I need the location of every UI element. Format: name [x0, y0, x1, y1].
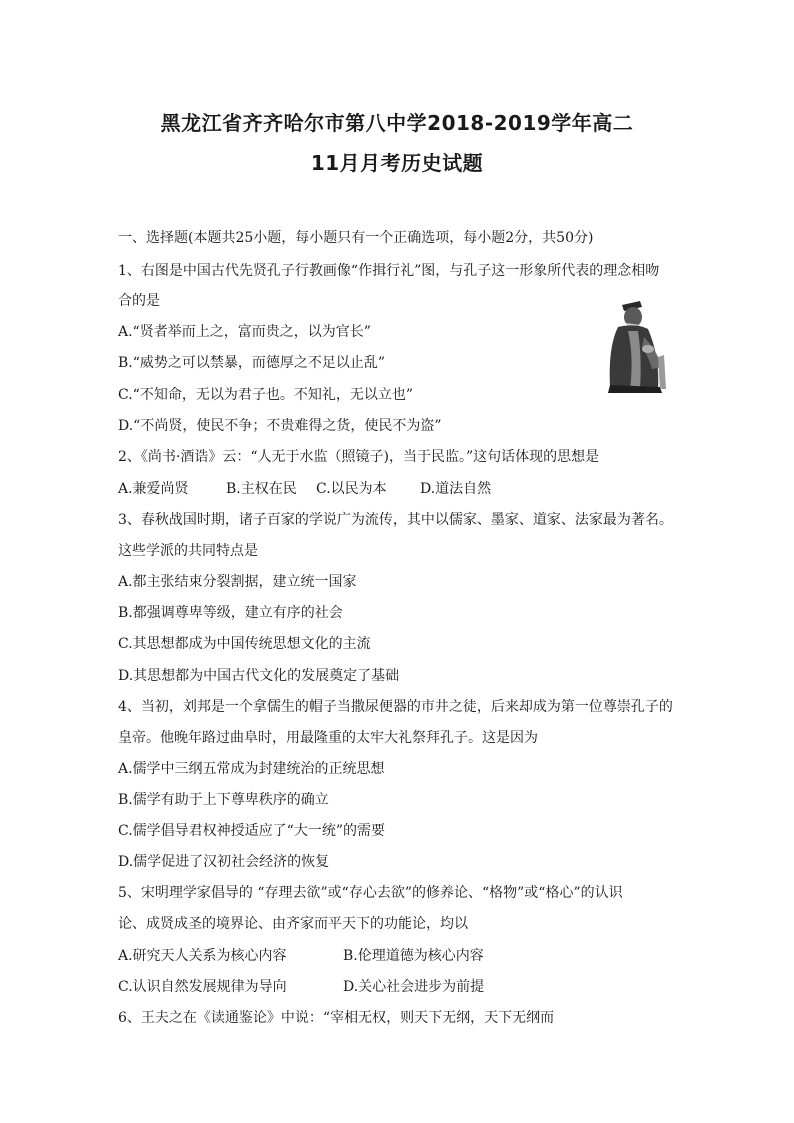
question-3-option-a: A.都主张结束分裂割据，建立统一国家 [118, 574, 357, 590]
question-4-stem-line1: 4、当初，刘邦是一个拿儒生的帽子当撒尿便器的市井之徒，后来却成为第一位尊崇孔子的 [118, 699, 673, 715]
question-5-option-d: D.关心社会进步为前提 [343, 979, 485, 995]
question-3-option-b: B.都强调尊卑等级，建立有序的社会 [118, 605, 343, 621]
question-5-option-c: C.认识自然发展规律为导向 [118, 979, 287, 995]
question-4-option-b: B.儒学有助于上下尊卑秩序的确立 [118, 792, 329, 808]
document-title-line1: 黑龙江省齐齐哈尔市第八中学2018-2019学年高二 [160, 111, 634, 135]
question-3-option-c: C.其思想都成为中国传统思想文化的主流 [118, 636, 371, 652]
question-3-stem-line2: 这些学派的共同特点是 [118, 543, 258, 559]
question-4-stem-line2: 皇帝。他晚年路过曲阜时，用最隆重的太牢大礼祭拜孔子。这是因为 [118, 730, 538, 746]
question-1-option-c: C.“不知命，无以为君子也。不知礼，无以立也” [118, 387, 413, 403]
question-5-stem-line2: 论、成贤成圣的境界论、由齐家而平天下的功能论，均以 [118, 916, 468, 932]
confucius-portrait-image [600, 297, 678, 397]
question-1-option-a: A.“贤者举而上之，富而贵之，以为官长” [118, 324, 371, 340]
question-2-option-a: A.兼爱尚贤 [118, 481, 189, 497]
question-2-option-c: C.以民为本 [316, 481, 387, 497]
question-5-stem-line1: 5、宋明理学家倡导的 “存理去欲”或“存心去欲”的修养论、“格物”或“格心”的认识 [118, 885, 623, 901]
question-1-stem-line1: 1、右图是中国古代先贤孔子行教画像“作揖行礼”图，与孔子这一形象所代表的理念相吻 [118, 263, 660, 279]
question-3-option-d: D.其思想都为中国古代文化的发展奠定了基础 [118, 668, 400, 684]
section-heading: 一、选择题(本题共25小题，每小题只有一个正确选项，每小题2分，共50分) [118, 230, 594, 246]
question-2-stem: 2、《尚书·酒诰》云：“人无于水监（照镜子)，当于民监。”这句话体现的思想是 [118, 449, 600, 465]
question-3-stem-line1: 3、春秋战国时期，诸子百家的学说广为流传，其中以儒家、墨家、道家、法家最为著名。 [118, 512, 673, 528]
question-6-stem-line1: 6、王夫之在《读通鉴论》中说：“宰相无权，则天下无纲，天下无纲而 [118, 1010, 555, 1026]
question-1-option-b: B.“威势之可以禁暴，而德厚之不足以止乱” [118, 355, 386, 371]
question-2-option-d: D.道法自然 [420, 481, 492, 497]
question-4-option-d: D.儒学促进了汉初社会经济的恢复 [118, 854, 330, 870]
question-4-option-c: C.儒学倡导君权神授适应了“大一统”的需要 [118, 823, 385, 839]
document-title-line2: 11月月考历史试题 [310, 151, 484, 175]
question-4-option-a: A.儒学中三纲五常成为封建统治的正统思想 [118, 761, 385, 777]
question-2-option-b: B.主权在民 [226, 481, 297, 497]
question-5-option-b: B.伦理道德为核心内容 [343, 948, 484, 964]
question-1-stem-line2: 合的是 [118, 293, 160, 309]
question-5-option-a: A.研究天人关系为核心内容 [118, 948, 287, 964]
question-1-option-d: D.“不尚贤，使民不争；不贵难得之货，使民不为盗” [118, 418, 442, 434]
